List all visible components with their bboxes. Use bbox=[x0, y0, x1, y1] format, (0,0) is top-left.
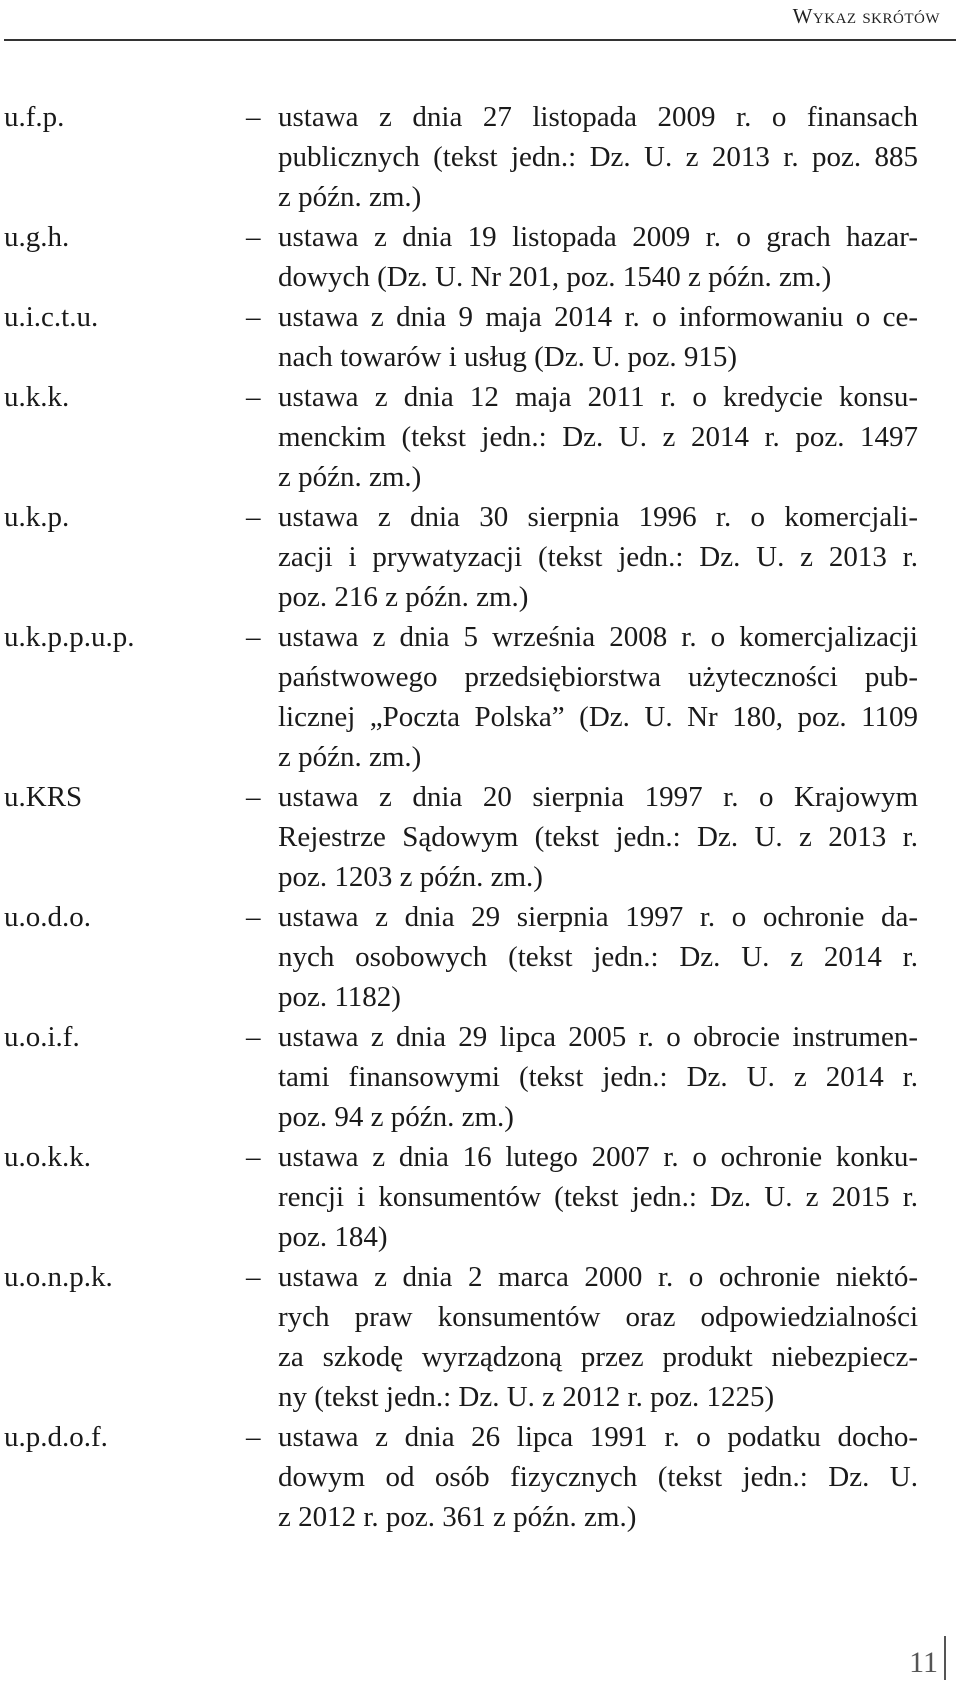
abbreviation-entry bbox=[4, 897, 956, 1017]
definition-line: państwowego przedsiębiorstwa użyteczności pub- bbox=[278, 661, 918, 693]
definition-line: ustawa z dnia 12 maja 2011 r. o kredycie konsu- bbox=[278, 381, 918, 413]
abbreviation-definition bbox=[278, 897, 918, 1017]
abbreviation-entry bbox=[4, 1017, 956, 1137]
definition-line: publicznych (tekst jedn.: Dz. U. z 2013 r. poz. 885 bbox=[278, 141, 918, 173]
abbreviation-entry bbox=[4, 1137, 956, 1257]
abbreviation-definition bbox=[278, 217, 918, 297]
definition-line: ustawa z dnia 19 listopada 2009 r. o grach hazar- bbox=[278, 221, 918, 253]
definition-line: za szkodę wyrządzoną przez produkt niebezpiecz- bbox=[278, 1341, 918, 1373]
entry-dash: – bbox=[246, 1261, 261, 1293]
entry-dash: – bbox=[246, 101, 261, 133]
page-footer bbox=[909, 1636, 946, 1680]
definition-line: poz. 1182) bbox=[278, 981, 401, 1013]
abbreviation-term: u.f.p. bbox=[4, 101, 65, 133]
definition-line: z 2012 r. poz. 361 z późn. zm.) bbox=[278, 1501, 637, 1533]
header-rule bbox=[4, 39, 956, 41]
abbreviation-definition bbox=[278, 1017, 918, 1137]
abbreviation-definition bbox=[278, 617, 918, 777]
definition-line: dowych (Dz. U. Nr 201, poz. 1540 z późn. zm.) bbox=[278, 261, 832, 293]
definition-line: ustawa z dnia 9 maja 2014 r. o informowaniu o ce- bbox=[278, 301, 918, 333]
abbreviation-list bbox=[4, 97, 956, 1537]
abbreviation-term: u.p.d.o.f. bbox=[4, 1421, 108, 1453]
definition-line: nach towarów i usług (Dz. U. poz. 915) bbox=[278, 341, 738, 373]
definition-line: ustawa z dnia 5 września 2008 r. o komercjalizacji bbox=[278, 621, 918, 653]
definition-line: zacji i prywatyzacji (tekst jedn.: Dz. U. z 2013 r. bbox=[278, 541, 918, 573]
abbreviation-term: u.o.n.p.k. bbox=[4, 1261, 113, 1293]
definition-line: licznej „Poczta Polska” (Dz. U. Nr 180, poz. 1109 bbox=[278, 701, 918, 733]
abbreviation-definition bbox=[278, 777, 918, 897]
definition-line: ustawa z dnia 29 sierpnia 1997 r. o ochronie da- bbox=[278, 901, 918, 933]
abbreviation-entry bbox=[4, 1257, 956, 1417]
abbreviation-entry bbox=[4, 777, 956, 897]
entry-dash: – bbox=[246, 781, 261, 813]
definition-line: ustawa z dnia 20 sierpnia 1997 r. o Krajowym bbox=[278, 781, 918, 813]
abbreviation-term: u.g.h. bbox=[4, 221, 70, 253]
abbreviation-term: u.k.p. bbox=[4, 501, 70, 533]
definition-line: poz. 1203 z późn. zm.) bbox=[278, 861, 543, 893]
definition-line: nych osobowych (tekst jedn.: Dz. U. z 2014 r. bbox=[278, 941, 918, 973]
definition-line: ny (tekst jedn.: Dz. U. z 2012 r. poz. 1225) bbox=[278, 1381, 775, 1413]
definition-line: Rejestrze Sądowym (tekst jedn.: Dz. U. z 2013 r. bbox=[278, 821, 918, 853]
entry-dash: – bbox=[246, 501, 261, 533]
page-number: 11 bbox=[909, 1646, 938, 1679]
definition-line: rencji i konsumentów (tekst jedn.: Dz. U. z 2015 r. bbox=[278, 1181, 918, 1213]
definition-line: ustawa z dnia 16 lutego 2007 r. o ochronie konku- bbox=[278, 1141, 918, 1173]
definition-line: poz. 184) bbox=[278, 1221, 388, 1253]
entry-dash: – bbox=[246, 1421, 261, 1453]
abbreviation-definition bbox=[278, 377, 918, 497]
running-header: Wykaz skrótów bbox=[792, 4, 940, 28]
definition-line: rych praw konsumentów oraz odpowiedzialności bbox=[278, 1301, 918, 1333]
definition-line: ustawa z dnia 26 lipca 1991 r. o podatku docho- bbox=[278, 1421, 918, 1453]
definition-line: ustawa z dnia 2 marca 2000 r. o ochronie niektó- bbox=[278, 1261, 918, 1293]
abbreviation-entry bbox=[4, 377, 956, 497]
abbreviation-definition bbox=[278, 1137, 918, 1257]
abbreviation-term: u.k.k. bbox=[4, 381, 70, 413]
abbreviation-entry bbox=[4, 497, 956, 617]
entry-dash: – bbox=[246, 621, 261, 653]
abbreviation-definition bbox=[278, 97, 918, 217]
entry-dash: – bbox=[246, 1021, 261, 1053]
entry-dash: – bbox=[246, 301, 261, 333]
definition-line: menckim (tekst jedn.: Dz. U. z 2014 r. poz. 1497 bbox=[278, 421, 918, 453]
definition-line: poz. 94 z późn. zm.) bbox=[278, 1101, 514, 1133]
abbreviation-term: u.o.i.f. bbox=[4, 1021, 80, 1053]
entry-dash: – bbox=[246, 381, 261, 413]
abbreviation-term: u.o.d.o. bbox=[4, 901, 91, 933]
abbreviation-term: u.KRS bbox=[4, 781, 83, 813]
abbreviation-entry bbox=[4, 297, 956, 377]
entry-dash: – bbox=[246, 1141, 261, 1173]
definition-line: z późn. zm.) bbox=[278, 181, 422, 213]
definition-line: z późn. zm.) bbox=[278, 741, 422, 773]
abbreviation-entry bbox=[4, 617, 956, 777]
definition-line: z późn. zm.) bbox=[278, 461, 422, 493]
abbreviation-definition bbox=[278, 1257, 918, 1417]
definition-line: dowym od osób fizycznych (tekst jedn.: Dz. U. bbox=[278, 1461, 918, 1493]
page-number-rule bbox=[944, 1636, 946, 1680]
definition-line: tami finansowymi (tekst jedn.: Dz. U. z 2014 r. bbox=[278, 1061, 918, 1093]
definition-line: ustawa z dnia 27 listopada 2009 r. o finansach bbox=[278, 101, 918, 133]
definition-line: ustawa z dnia 30 sierpnia 1996 r. o komercjali- bbox=[278, 501, 918, 533]
abbreviation-term: u.i.c.t.u. bbox=[4, 301, 99, 333]
abbreviation-term: u.o.k.k. bbox=[4, 1141, 91, 1173]
abbreviation-definition bbox=[278, 497, 918, 617]
entry-dash: – bbox=[246, 901, 261, 933]
abbreviation-entry bbox=[4, 1417, 956, 1537]
definition-line: poz. 216 z późn. zm.) bbox=[278, 581, 529, 613]
abbreviation-entry bbox=[4, 217, 956, 297]
abbreviation-definition bbox=[278, 297, 918, 377]
definition-line: ustawa z dnia 29 lipca 2005 r. o obrocie instrumen- bbox=[278, 1021, 918, 1053]
abbreviation-entry bbox=[4, 97, 956, 217]
abbreviation-definition bbox=[278, 1417, 918, 1537]
abbreviation-term: u.k.p.p.u.p. bbox=[4, 621, 135, 653]
entry-dash: – bbox=[246, 221, 261, 253]
